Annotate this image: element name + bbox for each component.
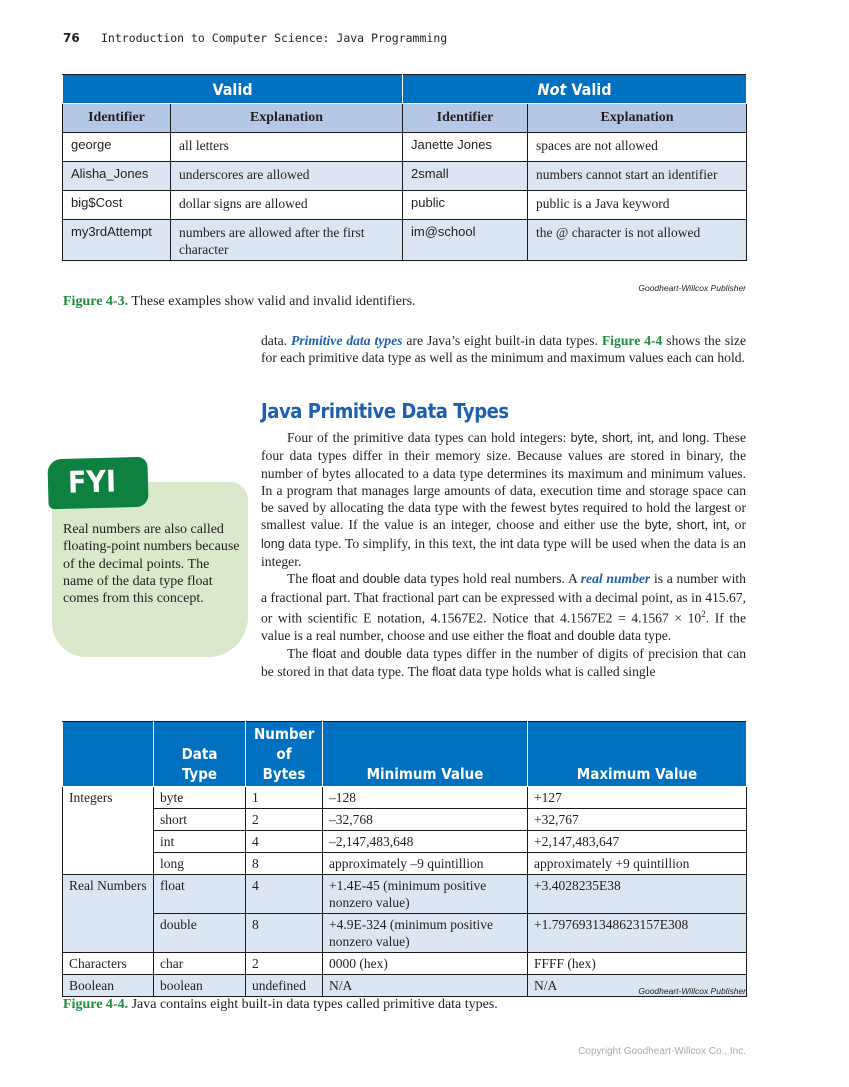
code-keyword: short — [676, 518, 705, 533]
body-text — [261, 429, 746, 682]
section-heading: Java Primitive Data Types — [261, 399, 509, 423]
explanation-cell: spaces are not allowed — [528, 133, 747, 162]
figure-caption: Figure 4-3. These examples show valid and invalid identifiers. — [63, 294, 416, 309]
key-term: real number — [580, 571, 651, 587]
value-cell: int — [154, 831, 246, 853]
column-header: Number of Bytes — [246, 722, 323, 787]
column-header: Explanation — [528, 104, 747, 133]
code-keyword: float — [312, 647, 337, 662]
text-run: , — [594, 430, 602, 445]
superscript: 2 — [701, 608, 706, 619]
figure-caption: Figure 4-4. Java contains eight built-in data types called primitive data types. — [63, 997, 498, 1012]
identifier-cell: Janette Jones — [403, 133, 528, 162]
text-run: data type will be used when the data is an integer. — [261, 535, 746, 570]
table-row — [63, 875, 747, 914]
value-cell: +32,767 — [528, 809, 747, 831]
text-run: data types differ in the number of digits of precision that can be stored in that data type. The — [261, 646, 746, 680]
code-keyword: byte — [570, 431, 595, 445]
value-cell: 8 — [246, 914, 323, 953]
explanation-cell: public is a Java keyword — [528, 191, 747, 220]
value-cell: long — [154, 853, 246, 875]
code-keyword: float — [527, 628, 551, 643]
identifier-cell: Alisha_Jones — [63, 162, 171, 191]
code-keyword: int — [637, 431, 651, 445]
copyright: Copyright Goodheart-Willcox Co., Inc. — [578, 1046, 746, 1057]
value-cell: char — [154, 953, 246, 975]
intro-paragraph — [261, 332, 746, 367]
text-run: data type. To simplify, in this text, the — [284, 535, 500, 551]
identifier-cell: im@school — [403, 220, 528, 261]
value-cell: +3.4028235E38 — [528, 875, 747, 914]
text-run: . These four data types differ in their memory size. Because values are stored in binary, the number of bytes allocated to a data type determines its maximum and minimum values. In a program that manages large amounts of data, execution time and storage space can be saved by allocating the data type with the fewest bytes required to hold the largest or smallest value. If the value is an integer, choose and either use the — [261, 430, 747, 533]
primitive-types-table — [62, 721, 747, 997]
key-term: Primitive data types — [291, 333, 403, 348]
text-run: , — [668, 517, 677, 533]
code-keyword: double — [577, 628, 615, 643]
value-cell: +1.7976931348623157E308 — [528, 914, 747, 953]
code-keyword: int — [713, 518, 727, 533]
table-row — [63, 831, 747, 853]
identifier-cell: 2small — [403, 162, 528, 191]
value-cell: N/A — [323, 975, 528, 997]
column-header: Explanation — [171, 104, 403, 133]
text-run: data types hold real numbers. A — [400, 571, 581, 587]
paragraph — [261, 570, 746, 645]
text-run: , — [704, 517, 714, 533]
code-keyword: int — [499, 536, 514, 551]
text-run: are Java’s eight built-in data types. — [402, 333, 602, 348]
table-row — [63, 220, 747, 261]
value-cell: +127 — [528, 787, 747, 809]
column-header — [63, 722, 154, 787]
text-run: The — [287, 571, 312, 587]
code-keyword: double — [364, 647, 402, 662]
table-row — [63, 809, 747, 831]
identifier-cell: my3rdAttempt — [63, 220, 171, 261]
value-cell: 4 — [246, 875, 323, 914]
table-row — [63, 953, 747, 975]
value-cell: undefined — [246, 975, 323, 997]
table-row — [63, 787, 747, 809]
valid-header: Valid — [63, 75, 403, 104]
code-keyword: long — [261, 536, 285, 551]
explanation-cell: numbers cannot start an identifier — [528, 162, 747, 191]
code-keyword: long — [682, 431, 707, 445]
identifier-cell: george — [63, 133, 171, 162]
category-cell: Integers — [63, 787, 154, 875]
table-row — [63, 853, 747, 875]
fyi-label: FYI — [47, 457, 148, 510]
figure-credit: Goodheart-Willcox Publisher — [638, 986, 746, 996]
text-run: The — [287, 646, 313, 662]
value-cell: 2 — [246, 953, 323, 975]
code-keyword: double — [362, 572, 401, 587]
value-cell: float — [154, 875, 246, 914]
value-cell: boolean — [154, 975, 246, 997]
value-cell: +1.4E-45 (minimum positive nonzero value) — [323, 875, 528, 914]
code-keyword: float — [311, 572, 336, 587]
value-cell: +4.9E-324 (minimum positive nonzero value) — [323, 914, 528, 953]
column-header: Data Type — [154, 722, 246, 787]
value-cell: double — [154, 914, 246, 953]
text-run: data. — [261, 333, 292, 348]
table-row — [63, 162, 747, 191]
value-cell: N/A — [528, 975, 747, 997]
value-cell: FFFF (hex) — [528, 953, 747, 975]
value-cell: approximately +9 quintillion — [528, 853, 747, 875]
value-cell: short — [154, 809, 246, 831]
text-run: and — [550, 627, 578, 643]
value-cell: +2,147,483,647 — [528, 831, 747, 853]
text-run: , and — [650, 430, 683, 445]
value-cell: –128 — [323, 787, 528, 809]
paragraph — [261, 645, 746, 682]
figure-reference: Figure 4-4 — [601, 333, 663, 348]
value-cell: –2,147,483,648 — [323, 831, 528, 853]
explanation-cell: dollar signs are allowed — [171, 191, 403, 220]
value-cell: byte — [154, 787, 246, 809]
text-run: and — [336, 646, 365, 662]
text-run: , or — [726, 517, 747, 533]
column-header: Identifier — [63, 104, 171, 133]
text-run: data type. — [614, 627, 672, 643]
value-cell: –32,768 — [323, 809, 528, 831]
value-cell: 1 — [246, 787, 323, 809]
value-cell: 2 — [246, 809, 323, 831]
text-run: shows the size for each primitive data type as well as the minimum and maximum values each can hold. — [261, 333, 746, 366]
fyi-text: Real numbers are also called floating-point numbers because of the decimal points. The name of the data type float comes from this concept. — [63, 522, 240, 607]
value-cell: 4 — [246, 831, 323, 853]
explanation-cell: the @ character is not allowed — [528, 220, 747, 261]
text-run: data type holds what is called single — [455, 664, 656, 680]
paragraph — [261, 429, 746, 570]
column-header: Maximum Value — [528, 722, 747, 787]
value-cell: 8 — [246, 853, 323, 875]
value-cell: approximately –9 quintillion — [323, 853, 528, 875]
code-keyword: byte — [644, 518, 669, 533]
not-valid-header: Not Valid — [403, 75, 747, 104]
text-run: . If the value is a real number, choose and use either the — [261, 610, 747, 643]
column-header: Minimum Value — [323, 722, 528, 787]
text-run: , — [629, 430, 638, 445]
explanation-cell: underscores are allowed — [171, 162, 403, 191]
identifier-cell: big$Cost — [63, 191, 171, 220]
explanation-cell: all letters — [171, 133, 403, 162]
text-run: and — [335, 571, 363, 587]
value-cell: 0000 (hex) — [323, 953, 528, 975]
text-run: Four of the primitive data types can hold integers: — [287, 430, 571, 445]
table-row — [63, 133, 747, 162]
explanation-cell: numbers are allowed after the first character — [171, 220, 403, 261]
column-header: Identifier — [403, 104, 528, 133]
category-cell: Real Numbers — [63, 875, 154, 953]
table-row — [63, 191, 747, 220]
page-number: 76 — [63, 31, 80, 45]
figure-credit: Goodheart-Willcox Publisher — [638, 283, 746, 293]
identifier-cell: public — [403, 191, 528, 220]
category-cell: Characters — [63, 953, 154, 975]
table-row — [63, 914, 747, 953]
text-run: is a number with a fractional part. That fractional part can be expressed with a decimal point, as in 415.67, or with scientific E notation, 4.1567E2. Notice that 4.1567E2 = 4.1567 × 10 — [261, 571, 746, 626]
running-header: Introduction to Computer Science: Java Programming — [101, 31, 448, 45]
identifiers-table — [62, 74, 747, 261]
code-keyword: short — [601, 431, 630, 445]
category-cell: Boolean — [63, 975, 154, 997]
code-keyword: float — [432, 665, 456, 680]
